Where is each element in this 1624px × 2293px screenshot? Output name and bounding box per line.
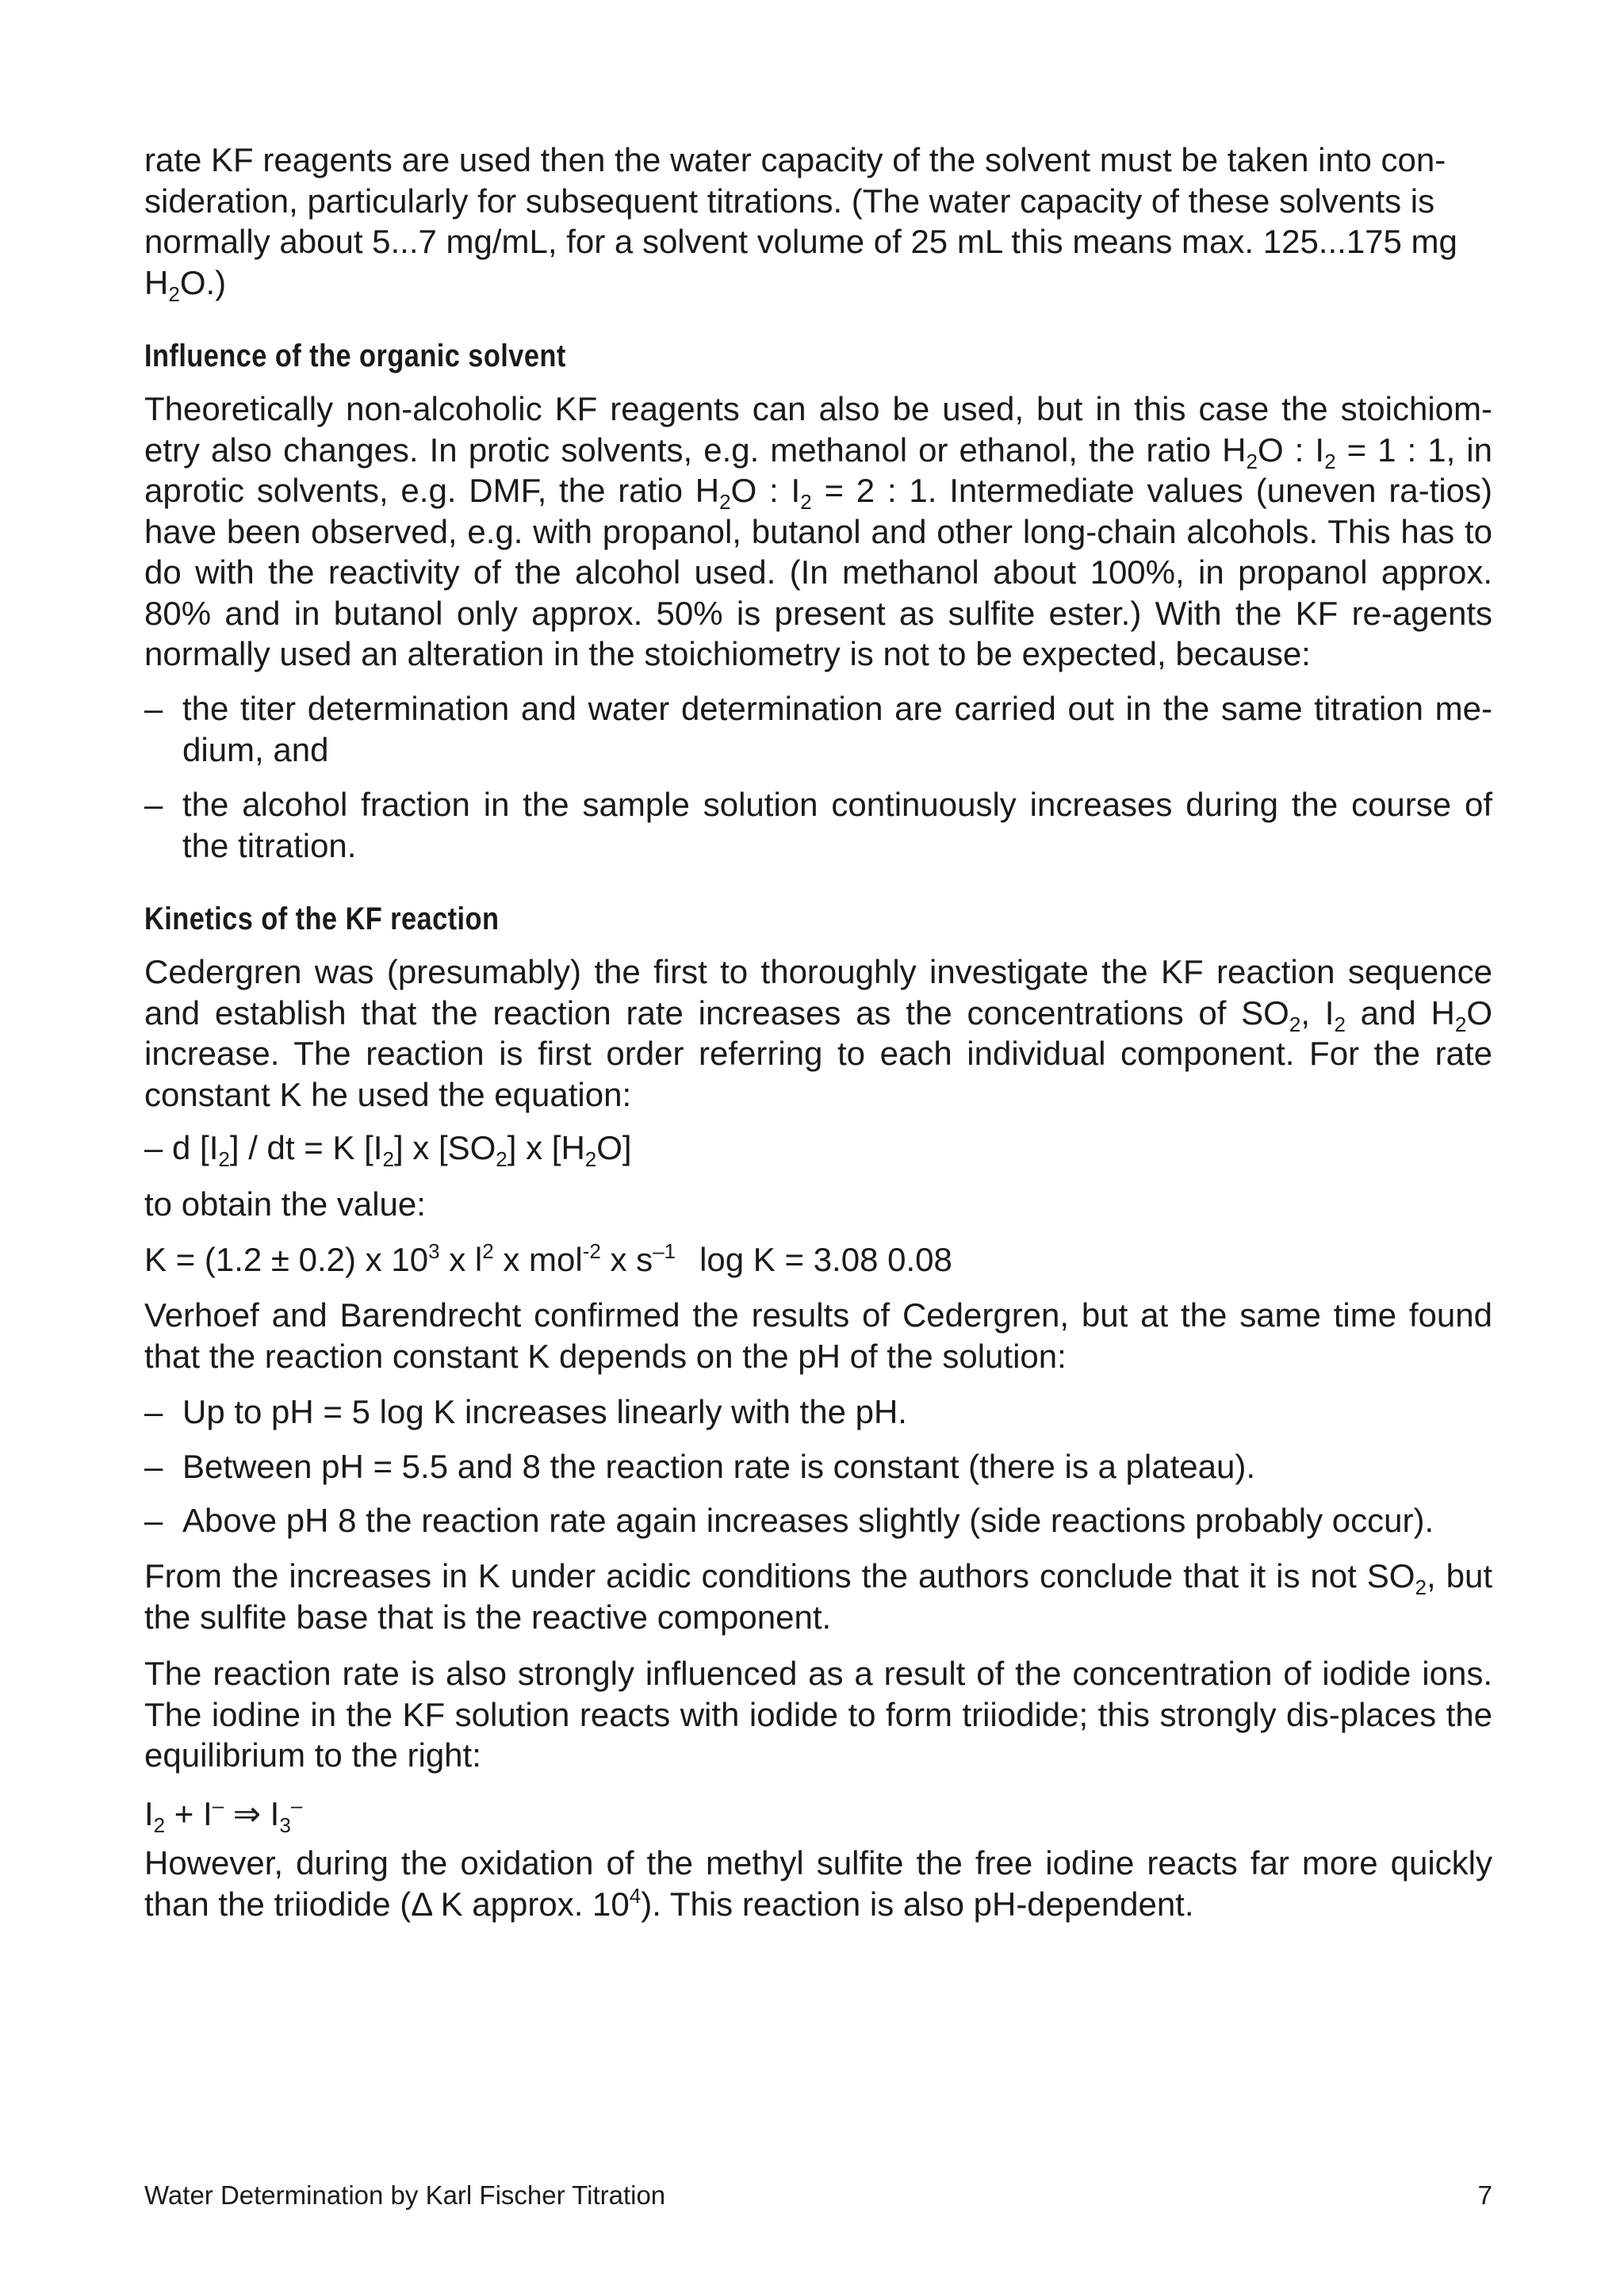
list-item [144,1391,1492,1433]
list-item [144,1500,1492,1541]
footer-title: Water Determination by Karl Fischer Titration [144,2180,666,2210]
equation-triiodide: $I_2 + I^-$ ⇒ $I_3^-$ [144,1793,303,1837]
obtain-text: to obtain the value: [144,1185,426,1223]
section-heading-organic-solvent: Influence of the organic solvent [144,339,566,373]
list-item [144,784,1492,866]
intro-paragraph [144,140,1492,306]
list-item-text: the alcohol fraction in the sample solution continuously increases during the course of the titration. [182,786,1492,864]
list-item-text: Up to pH = 5 log K increases linearly with the pH. [182,1393,907,1430]
section1-bullet-list [144,688,1492,866]
section-heading-kinetics: Kinetics of the KF reaction [144,902,500,936]
section2-paragraph-4: The reaction rate is also strongly influenced as a result of the concentration of iodide ions. The iodine in the KF solution reacts with iodide to form triiodide; this strongly dis-places the equilibrium to the right: [144,1655,1492,1774]
list-item [144,1446,1492,1487]
intro-line-4: $H_2O$.) [144,263,227,306]
intro-line-1: rate KF reagents are used then the water capacity of the solvent must be taken into con- [144,141,1446,178]
equation-k-value: K = (1.2 ± 0.2) x $10^3$ x $l^2$ x mol$^{-2}$ x $s^{-1}$ log K = 3.08 0.08 [144,1239,952,1278]
list-item [144,688,1492,770]
intro-line-3: normally about 5...7 mg/mL, for a solvent volume of 25 mL this means max. 125...175 mg [144,223,1457,260]
section2-paragraph-5: However, during the oxidation of the methyl sulfite the free iodine reacts far more quickly than the triiodide (Δ K approx. $10^4$). This reaction is also pH-dependent. [144,1844,1492,1923]
page-footer [144,2180,1492,2211]
intro-line-2: sideration, particularly for subsequent titrations. (The water capacity of these solvents is [144,182,1435,220]
list-item-text: Above pH 8 the reaction rate again increases slightly (side reactions probably occur). [182,1502,1434,1539]
dash-marker: – [144,1502,163,1539]
list-item-text: the titer determination and water determination are carried out in the same titration me-dium, and [182,690,1492,768]
dash-marker: – [144,786,163,823]
page-number: 7 [1477,2180,1492,2210]
dash-marker: – [144,690,163,727]
section1-paragraph: Theoretically non-alcoholic KF reagents can also be used, but in this case the stoichiom-etry also changes. In protic solvents, e.g. methanol or ethanol, the ratio $H_2O$ : $I_2 = 1$ : 1, in aprotic solvents, e.g. DMF, the ratio $H_2O$ : $I_2 = 2$ : 1. Intermediate values (uneven ra-tios) have been observed, e.g. with propanol, butanol and other long-chain alcohols. This has to do with the reactivity of the alcohol used. (In methanol about 100%, in propanol approx. 80% and in butanol only approx. 50% is present as sulfite ester.) With the KF re-agents normally used an alteration in the stoichiometry is not to be expected, because: [144,390,1492,672]
equation-rate: – d $[I_2]$ / dt = K $[I_2]$ x $[SO_2]$ x $[H_2O]$ [144,1129,632,1171]
section2-paragraph-1: Cedergren was (presumably) the first to thoroughly investigate the KF reaction sequence and establish that the reaction rate increases as the concentrations of $SO_2$, $I_2$ and $H_2O$ increase. The reaction is first order referring to each individual component. For the rate constant K he used the equation: [144,953,1492,1113]
dash-marker: – [144,1447,163,1485]
list-item-text: Between pH = 5.5 and 8 the reaction rate is constant (there is a plateau). [182,1447,1255,1485]
section2-paragraph-2: Verhoef and Barendrecht confirmed the results of Cedergren, but at the same time found that the reaction constant K depends on the pH of the solution: [144,1296,1492,1375]
section2-bullet-list [144,1391,1492,1541]
section2-paragraph-3: From the increases in K under acidic conditions the authors conclude that it is not $SO_2$, but the sulfite base that is the reactive component. [144,1557,1492,1636]
dash-marker: – [144,1393,163,1430]
